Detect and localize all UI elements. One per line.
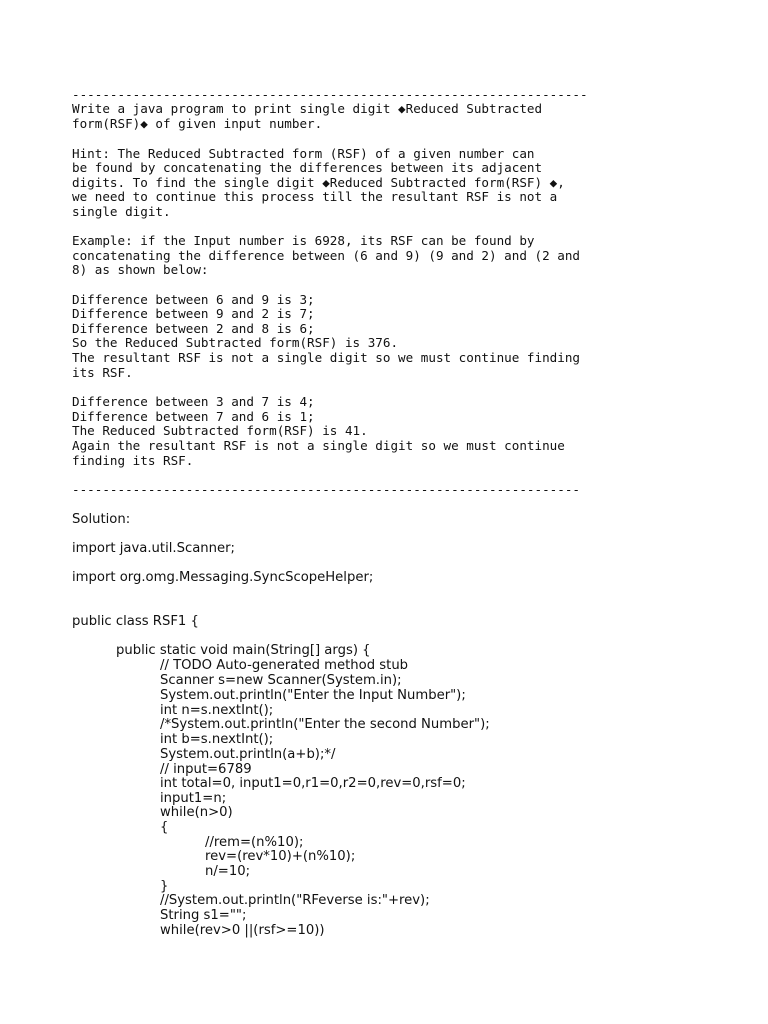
- step1-line: The resultant RSF is not a single digit so we must continue finding: [72, 350, 580, 365]
- class-declaration: public class RSF1 {: [72, 614, 199, 629]
- hint-line: digits. To find the single digit ◆Reduced Subtracted form(RSF) ◆,: [72, 175, 565, 190]
- import-line: import java.util.Scanner;: [72, 541, 236, 556]
- hint-line: single digit.: [72, 204, 171, 219]
- hint-line: be found by concatenating the differences between its adjacent: [72, 160, 543, 175]
- step2-line: Difference between 7 and 6 is 1;: [72, 409, 315, 424]
- code-line: Scanner s=new Scanner(System.in);: [160, 673, 402, 688]
- step2-line: Difference between 3 and 7 is 4;: [72, 394, 315, 409]
- import-line: import org.omg.Messaging.SyncScopeHelper;: [72, 570, 374, 585]
- code-line: int b=s.nextInt();: [160, 732, 274, 747]
- task-line: Write a java program to print single digit ◆Reduced Subtracted: [72, 101, 543, 116]
- code-line: String s1="";: [160, 908, 247, 923]
- example-line: concatenating the difference between (6 and 9) (9 and 2) and (2 and: [72, 248, 580, 263]
- code-line: n/=10;: [205, 864, 251, 879]
- top-rule: --------------------------------------------------------------------: [72, 87, 588, 102]
- code-line: input1=n;: [160, 791, 227, 806]
- example-line: 8) as shown below:: [72, 262, 209, 277]
- code-line: while(n>0): [160, 805, 233, 820]
- step2-line: finding its RSF.: [72, 453, 194, 468]
- step1-line: So the Reduced Subtracted form(RSF) is 376.: [72, 335, 399, 350]
- hint-line: Hint: The Reduced Subtracted form (RSF) of a given number can: [72, 146, 535, 161]
- code-line: //rem=(n%10);: [205, 835, 304, 850]
- code-line: // TODO Auto-generated method stub: [160, 658, 409, 673]
- bottom-rule: -------------------------------------------------------------------: [72, 482, 580, 497]
- code-line: while(rev>0 ||(rsf>=10)): [160, 923, 325, 938]
- code-line: System.out.println("Enter the Input Number");: [160, 688, 466, 703]
- hint-line: we need to continue this process till the resultant RSF is not a: [72, 189, 558, 204]
- code-line: int total=0, input1=0,r1=0,r2=0,rev=0,rsf=0;: [160, 776, 466, 791]
- step2-line: The Reduced Subtracted form(RSF) is 41.: [72, 423, 368, 438]
- step1-line: Difference between 2 and 8 is 6;: [72, 321, 315, 336]
- code-line: System.out.println(a+b);*/: [160, 747, 336, 762]
- solution-heading: Solution:: [72, 512, 131, 527]
- code-line: {: [160, 820, 169, 835]
- code-line: int n=s.nextInt();: [160, 703, 274, 718]
- step1-line: its RSF.: [72, 365, 133, 380]
- task-line: form(RSF)◆ of given input number.: [72, 116, 323, 131]
- code-line: // input=6789: [160, 762, 252, 777]
- example-line: Example: if the Input number is 6928, its RSF can be found by: [72, 233, 535, 248]
- main-method-declaration: public static void main(String[] args) {: [116, 643, 371, 658]
- code-line: /*System.out.println("Enter the second Number");: [160, 717, 490, 732]
- step1-line: Difference between 9 and 2 is 7;: [72, 306, 315, 321]
- code-line: rev=(rev*10)+(n%10);: [205, 849, 356, 864]
- step1-line: Difference between 6 and 9 is 3;: [72, 292, 315, 307]
- code-line: }: [160, 879, 169, 894]
- step2-line: Again the resultant RSF is not a single digit so we must continue: [72, 438, 565, 453]
- code-line: //System.out.println("RFeverse is:"+rev);: [160, 893, 430, 908]
